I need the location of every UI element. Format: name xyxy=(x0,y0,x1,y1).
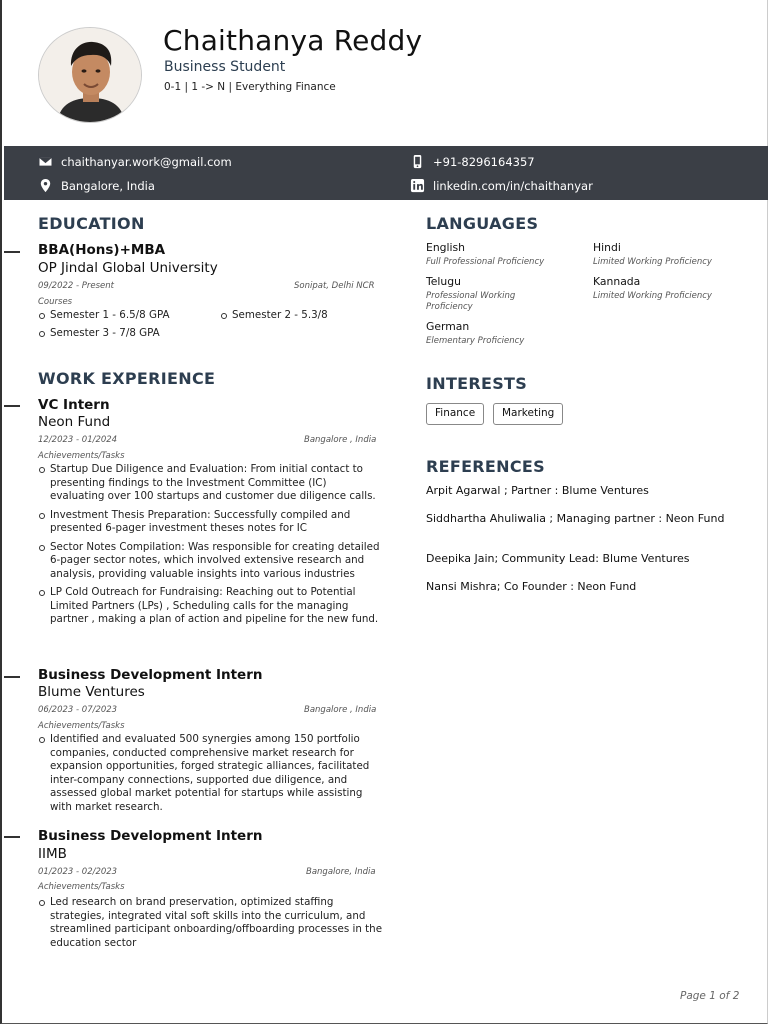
task-item: Led research on brand preservation, optimized staffing strategies, integrated vital soft skills into the curriculum, and streamlined participant onboarding/offboarding processes in the education sector xyxy=(38,896,383,950)
task-item: Investment Thesis Preparation: Successfully compiled and presented 6-pager investment theses notes for IC xyxy=(38,509,383,536)
email-text: chaithanyar.work@gmail.com xyxy=(61,154,232,169)
interest-tag: Finance xyxy=(426,403,484,425)
task-item: Sector Notes Compilation: Was responsible for creating detailed 6-pager sector notes, which involved extensive research and analysis, providing valuable insights into various industries xyxy=(38,541,383,582)
course-item: Semester 2 - 5.3/8 xyxy=(220,309,328,321)
company-name: IIMB xyxy=(38,846,67,862)
company-name: Neon Fund xyxy=(38,414,111,430)
person-avatar-icon xyxy=(39,28,142,123)
section-marker xyxy=(4,251,20,253)
location-text: Bangalore, India xyxy=(61,178,155,193)
job-location: Bangalore, India xyxy=(306,867,376,877)
contact-email[interactable] xyxy=(38,154,232,169)
task-list xyxy=(38,463,383,632)
candidate-name: Chaithanya Reddy xyxy=(163,24,423,57)
courses-label: Courses xyxy=(38,297,73,307)
reference-item: Arpit Agarwal ; Partner : Blume Ventures xyxy=(426,484,649,497)
language-name: English xyxy=(426,241,465,254)
section-marker xyxy=(4,676,20,678)
section-marker xyxy=(4,836,20,838)
language-level: Elementary Proficiency xyxy=(426,336,525,346)
language-name: Kannada xyxy=(593,275,641,288)
job-title: Business Development Intern xyxy=(38,667,263,683)
linkedin-text: linkedin.com/in/chaithanyar xyxy=(433,178,593,193)
tasks-label: Achievements/Tasks xyxy=(38,451,125,461)
company-name: Blume Ventures xyxy=(38,684,145,700)
page-number: Page 1 of 2 xyxy=(680,990,740,1002)
task-item: Startup Due Diligence and Evaluation: From initial contact to presenting findings to the Investment Committee (IC) evaluating over 100 startups and customer due diligence calls. xyxy=(38,463,383,504)
section-marker xyxy=(4,405,20,407)
job-title: VC Intern xyxy=(38,397,110,413)
task-list xyxy=(38,896,383,955)
languages-heading: LANGUAGES xyxy=(426,214,539,233)
phone-text: +91-8296164357 xyxy=(433,154,535,169)
tasks-label: Achievements/Tasks xyxy=(38,721,125,731)
job-dates: 12/2023 - 01/2024 xyxy=(38,435,118,445)
language-level: Professional Working Proficiency xyxy=(426,291,516,312)
language-level: Full Professional Proficiency xyxy=(426,257,545,267)
job-dates: 06/2023 - 07/2023 xyxy=(38,705,118,715)
education-dates: 09/2022 - Present xyxy=(38,281,115,291)
profile-photo xyxy=(38,27,142,123)
language-name: Telugu xyxy=(426,275,461,288)
phone-icon xyxy=(410,154,425,169)
language-level: Limited Working Proficiency xyxy=(593,257,712,267)
reference-item: Deepika Jain; Community Lead: Blume Ventures xyxy=(426,552,690,565)
location-pin-icon xyxy=(38,178,53,193)
candidate-role: Business Student xyxy=(164,59,286,75)
reference-item: Siddhartha Ahuliwalia ; Managing partner : Neon Fund xyxy=(426,512,725,525)
tasks-label: Achievements/Tasks xyxy=(38,882,125,892)
course-item: Semester 3 - 7/8 GPA xyxy=(38,327,160,339)
interest-tag: Marketing xyxy=(493,403,563,425)
job-dates: 01/2023 - 02/2023 xyxy=(38,867,118,877)
job-location: Bangalore , India xyxy=(304,705,377,715)
contact-location xyxy=(38,178,155,193)
contact-linkedin[interactable] xyxy=(410,178,593,193)
education-location: Sonipat, Delhi NCR xyxy=(294,281,375,291)
language-name: Hindi xyxy=(593,241,621,254)
candidate-tagline: 0-1 | 1 -> N | Everything Finance xyxy=(164,81,336,93)
envelope-icon xyxy=(38,154,53,169)
job-title: Business Development Intern xyxy=(38,828,263,844)
task-item: LP Cold Outreach for Fundraising: Reaching out to Potential Limited Partners (LPs) , Scheduling calls for the managing partner , making a plan of action and pipeline for the new fund. xyxy=(38,586,383,627)
contact-bar xyxy=(4,146,768,200)
education-heading: EDUCATION xyxy=(38,214,145,233)
reference-item: Nansi Mishra; Co Founder : Neon Fund xyxy=(426,580,637,593)
linkedin-icon xyxy=(410,178,425,193)
work-heading: WORK EXPERIENCE xyxy=(38,369,216,388)
task-list xyxy=(38,733,383,819)
references-heading: REFERENCES xyxy=(426,457,545,476)
job-location: Bangalore , India xyxy=(304,435,377,445)
language-level: Limited Working Proficiency xyxy=(593,291,712,301)
language-name: German xyxy=(426,320,470,333)
interests-heading: INTERESTS xyxy=(426,374,528,393)
contact-phone[interactable] xyxy=(410,154,535,169)
course-item: Semester 1 - 6.5/8 GPA xyxy=(38,309,170,321)
school-name: OP Jindal Global University xyxy=(38,260,218,276)
task-item: Identified and evaluated 500 synergies among 150 portfolio companies, conducted comprehensive market research for expansion opportunities, forged strategic alliances, facilitated inter-company connections, supported due diligence, and assessed global market potential for startups while assisting with market research. xyxy=(38,733,383,814)
degree-title: BBA(Hons)+MBA xyxy=(38,242,166,258)
